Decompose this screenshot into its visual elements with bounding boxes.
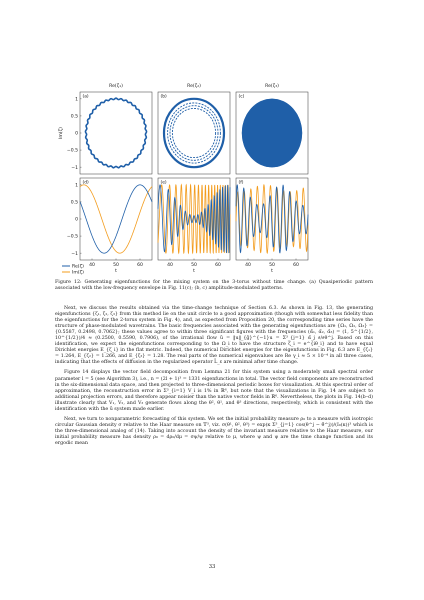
x-axis-label: t [193,269,195,274]
x-tick: 50 [191,263,197,268]
column-title: Re(ζ₁) [109,84,123,89]
column-title: Re(ζ₂) [187,84,201,89]
x-axis-label: t [271,269,273,274]
panel-label: (c) [238,94,245,100]
panel-frame [158,92,230,174]
legend-label-re: Re(ζ) [72,264,84,270]
x-tick: 40 [245,263,251,268]
y-tick: −1 [71,251,78,257]
x-tick: 60 [293,263,299,268]
y-axis-label: Im(ζ) [59,127,64,139]
x-tick: 40 [167,263,173,268]
x-tick: 60 [137,263,143,268]
panel-label: (b) [160,94,167,100]
y-tick: −1 [71,165,78,171]
panel-label: (a) [82,94,89,100]
y-tick: 0.5 [70,114,78,120]
page-number: 33 [208,564,216,570]
panel-frame [80,92,152,174]
y-tick: 0 [75,217,78,223]
y-tick: 1 [75,183,78,189]
figure-canvas [0,0,424,275]
x-tick: 50 [113,263,119,268]
paragraph-2: Figure 14 displays the vector field decomposition from Lemma 21 for this system using a moderately small spectral order parameter l = 5 (see Algorithm 3), i.e., n = (2l + 1)³ = 1331 eigenfunctions in total. The vector field components are reconstructed in the six-dimensional data space, and then projected to three-dimensional periodic boxes for visualization. At this spectral order of approximation, the reconstruction error in Σ³_{i=1} V_i is 1% in ℝ⁶, but note that the visualizations in Fig. 14 are subject to additional projection errors, and therefore appear noisier than the native vector fields in ℝ⁶. Nevertheless, the plots in Fig. 14(b–d) illustrate clearly that V₁, V₂, and V₃ generate flows along the θ², θ¹, and θ³ directions, respectively, which is consistent with the identification with the ũ system made earlier. [55,370,373,412]
paragraph-1: Next, we discuss the results obtained via the time-change technique of Section 6.3. As shown in Fig. 13, the generating eigenfunctions {ζ₁, ζ₂, ζ₃} from this method lie on the unit circle to a good approximation (though with somewhat less fidelity than the eigenfunctions for the 2-torus system in Fig. 4), and, as expected from Proposition 20, the corresponding time series have the structure of phase-modulated wavetrains. The basic frequencies associated with the generating eigenfunctions are {Ω₁, Ω₂, Ω₃} = {0.5587, 0.2498, 0.7062}; these values agree to within three significant figures with the frequencies (α̃₁, α̃₂, α̃₃) = (1, 5^{1/2}, 10^{1/2})/4 ≈ (0.2500, 0.5590, 0.7906), of the irrational flow ũ = ‖u‖_{g̃}^{−1}u = Σ³_{j=1} α̃_j ∂/∂θ^j. Based on this identification, we expect the eigenfunctions corresponding to the Ω_i to have the structure ζ_i = e^{iθ_i} and to have equal Dirichlet energies E_{ζ_i} in the flat metric. Indeed, the numerical Dirichlet energies for the eigenfunctions in Fig. 6.3 are E_{ζ₁} = 1.264, E_{ζ₂} = 1.266, and E_{ζ₃} = 1.28. The real parts of the numerical eigenvalues are Re γ_i ≈ 5 × 10⁻⁴ in all three cases, indicating that the effects of diffusion in the regularized operator L̃_ε are minimal after time change. [55,306,373,366]
x-tick: 40 [89,263,95,268]
legend-label-im: Im(ζ) [72,270,84,275]
body-text [55,306,373,451]
x-tick: 60 [215,263,221,268]
x-axis-label: t [115,269,117,274]
y-tick: −0.5 [66,148,78,154]
y-tick: 0 [75,131,78,137]
x-tick: 50 [269,263,275,268]
figure-12 [0,0,424,275]
paragraph-3: Next, we turn to nonparametric forecasting of this system. We set the initial probability measure ρ₀ to a measure with isotropic circular Gaussian density σ relative to the Haar measure on 𝕋³, viz. σ(θ¹, θ², θ³) = exp(κ Σ³_{j=1} cos(θ^j − θ̄^j))/(I₀(κ))³ which is the three-dimensional analog of (14). Taking into account the density of the invariant measure relative to the Haar measure, our initial probability measure has density ρ₀ = dρ₀/dμ = σψ/ψ relative to μ, where ψ and ψ are the time change function and its ergodic mean [55,416,373,446]
panel-label: (d) [82,180,89,186]
panel-label: (e) [160,180,167,186]
column-title: Re(ζ₃) [265,84,279,89]
panel-label: (f) [238,180,244,186]
y-tick: 1 [75,97,78,103]
y-tick: 0.5 [70,200,78,206]
figure-caption: Figure 12: Generating eigenfunctions for the mixing system on the 3-torus without time change. (a) Quasiperiodic pattern associated with the low-frequency envelope in Fig. 11(c); (b, c) amplitude-modulated patterns. [55,280,373,292]
y-tick: −0.5 [66,234,78,240]
filled-disk [242,99,302,167]
